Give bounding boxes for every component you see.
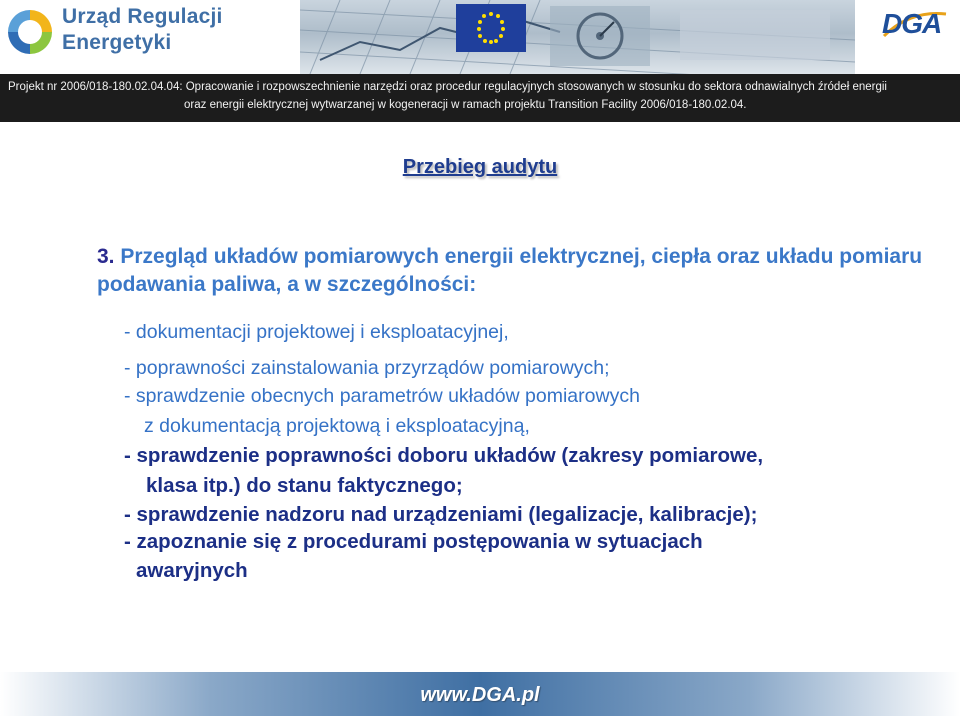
dga-logo-text: DGA (882, 8, 942, 39)
organization-line1: Urząd Regulacji (62, 5, 223, 28)
section-heading-text: Przegląd układów pomiarowych energii elektrycznej, ciepła oraz układu pomiaru podawania paliwa, a w szczególności: (97, 245, 923, 296)
header-photo (300, 0, 855, 74)
eu-flag-icon (456, 4, 526, 52)
list-item: - sprawdzenie obecnych parametrów układów pomiarowych (124, 385, 640, 407)
list-item: - zapoznanie się z procedurami postępowania w sytuacjach (124, 530, 703, 553)
section-number: 3. (97, 245, 115, 268)
list-item: - sprawdzenie nadzoru nad urządzeniami (legalizacje, kalibracje); (124, 503, 758, 526)
project-info-line2: oraz energii elektrycznej wytwarzanej w kogeneracji w ramach projektu Transition Facility 2006/018-180.02.04. (184, 99, 747, 111)
meter-photo-illustration (300, 0, 855, 74)
list-item: - sprawdzenie poprawności doboru układów (zakresy pomiarowe, (124, 444, 764, 467)
project-info-line1: Projekt nr 2006/018-180.02.04.04: Opracowanie i rozpowszechnienie narzędzi oraz procedur regulacyjnych stosowanych w stosunku do sektora odnawialnych źródeł energii (8, 81, 887, 93)
dga-logo (874, 4, 954, 48)
list-item: - dokumentacji projektowej i eksploatacyjnej, (124, 321, 509, 343)
list-item: klasa itp.) do stanu faktycznego; (146, 474, 463, 497)
ure-logo-icon (4, 6, 56, 58)
list-item: z dokumentacją projektową i eksploatacyjną, (144, 415, 530, 437)
slide-title: Przebieg audytu (402, 156, 558, 178)
header (0, 0, 960, 122)
section-heading (97, 243, 927, 299)
organization-line2: Energetyki (62, 31, 172, 54)
list-item: awaryjnych (136, 559, 248, 582)
organization-name (62, 4, 223, 56)
footer-url[interactable]: www.DGA.pl (420, 684, 540, 706)
list-item: - poprawności zainstalowania przyrządów pomiarowych; (124, 357, 610, 379)
